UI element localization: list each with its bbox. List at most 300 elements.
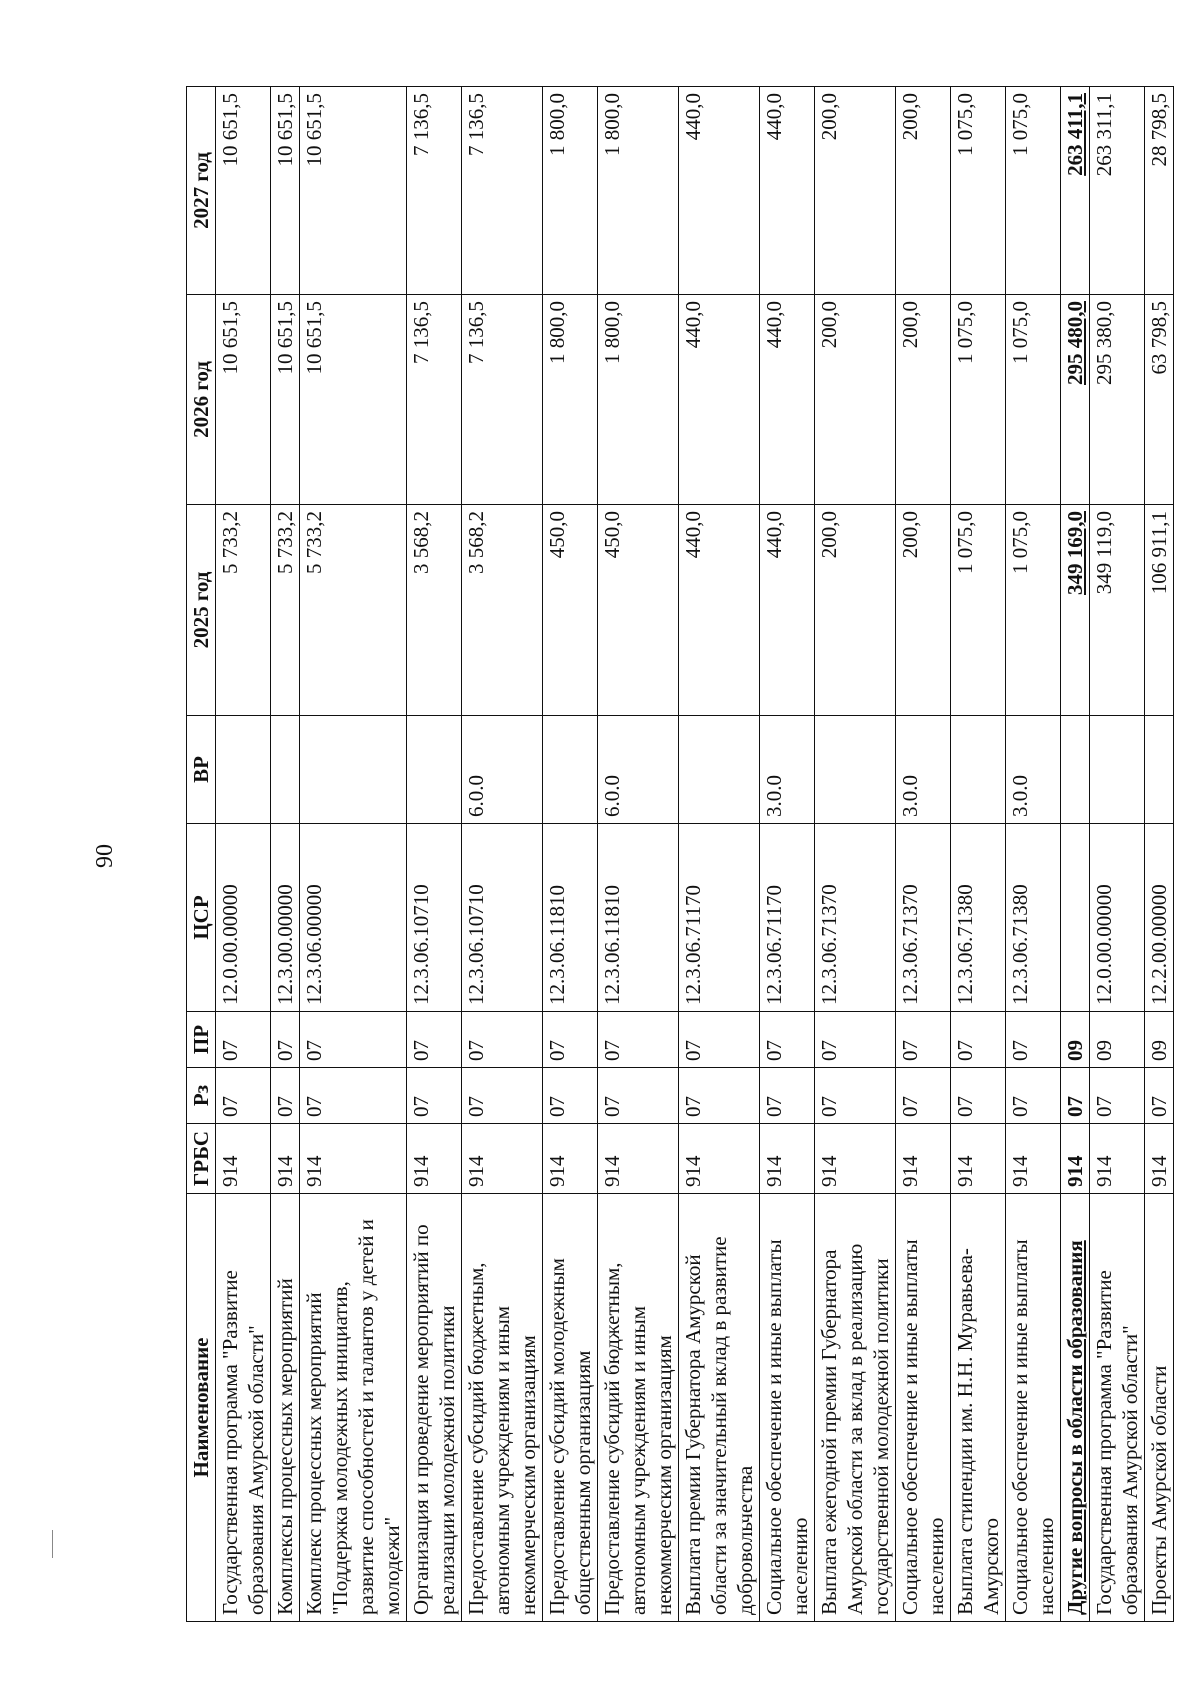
cell-2026-text: 200,0 bbox=[817, 301, 841, 349]
cell-csr-text: 12.3.00.00000 bbox=[273, 884, 297, 1005]
cell-vr bbox=[598, 716, 679, 824]
cell-csr-text: 12.3.06.10710 bbox=[464, 884, 488, 1005]
cell-csr bbox=[1061, 824, 1090, 1012]
cell-2025-text: 450,0 bbox=[545, 511, 569, 559]
cell-2027-text: 1 075,0 bbox=[953, 93, 977, 156]
cell-pr bbox=[815, 1012, 896, 1068]
cell-csr-text: 12.3.06.71380 bbox=[1008, 884, 1032, 1005]
cell-2026 bbox=[543, 295, 598, 505]
cell-pr-text: 07 bbox=[302, 1040, 326, 1061]
cell-2027 bbox=[1061, 87, 1090, 295]
cell-2025 bbox=[760, 505, 815, 716]
cell-vr bbox=[760, 716, 815, 824]
cell-grbs bbox=[679, 1124, 760, 1194]
table-row bbox=[216, 87, 271, 1622]
cell-vr-text: 3.0.0 bbox=[762, 775, 786, 817]
cell-rz bbox=[1061, 1068, 1090, 1124]
cell-grbs-text: 914 bbox=[545, 1155, 569, 1187]
cell-grbs bbox=[598, 1124, 679, 1194]
cell-pr bbox=[216, 1012, 271, 1068]
cell-rz-text: 07 bbox=[1092, 1096, 1116, 1117]
cell-2027-text: 440,0 bbox=[681, 93, 705, 141]
cell-2025 bbox=[598, 505, 679, 716]
cell-grbs-text: 914 bbox=[464, 1155, 488, 1187]
cell-name-text: Социальное обеспечение и иные выплаты населению bbox=[898, 1239, 948, 1615]
table-row bbox=[462, 87, 543, 1622]
table-row bbox=[300, 87, 407, 1622]
cell-grbs-text: 914 bbox=[953, 1155, 977, 1187]
cell-csr bbox=[300, 824, 407, 1012]
cell-pr-text: 07 bbox=[218, 1040, 242, 1061]
cell-2027 bbox=[543, 87, 598, 295]
cell-name bbox=[815, 1194, 896, 1622]
cell-2027-text: 7 136,5 bbox=[409, 93, 433, 156]
header-csr: ЦСР bbox=[187, 824, 216, 1012]
cell-2026-text: 7 136,5 bbox=[464, 301, 488, 364]
cell-csr-text: 12.2.00.00000 bbox=[1147, 884, 1171, 1005]
cell-rz bbox=[216, 1068, 271, 1124]
cell-2026-text: 295 480,0 bbox=[1063, 301, 1087, 385]
cell-name bbox=[598, 1194, 679, 1622]
cell-rz-text: 07 bbox=[464, 1096, 488, 1117]
cell-rz bbox=[679, 1068, 760, 1124]
cell-csr bbox=[1006, 824, 1061, 1012]
cell-grbs-text: 914 bbox=[817, 1155, 841, 1187]
cell-2025-text: 3 568,2 bbox=[464, 511, 488, 574]
cell-grbs-text: 914 bbox=[898, 1155, 922, 1187]
cell-name-text: Проекты Амурской области bbox=[1147, 1365, 1171, 1615]
cell-pr-text: 07 bbox=[273, 1040, 297, 1061]
cell-2025 bbox=[951, 505, 1006, 716]
cell-grbs-text: 914 bbox=[409, 1155, 433, 1187]
cell-2026-text: 1 800,0 bbox=[545, 301, 569, 364]
table-row bbox=[679, 87, 760, 1622]
cell-2025 bbox=[815, 505, 896, 716]
cell-rz-text: 07 bbox=[218, 1096, 242, 1117]
header-name: Наименование bbox=[187, 1194, 216, 1622]
cell-rz-text: 07 bbox=[953, 1096, 977, 1117]
cell-grbs bbox=[1145, 1124, 1174, 1194]
cell-csr-text: 12.3.06.71170 bbox=[681, 885, 705, 1005]
cell-csr-text: 12.0.00.00000 bbox=[1092, 884, 1116, 1005]
cell-csr bbox=[462, 824, 543, 1012]
cell-vr bbox=[951, 716, 1006, 824]
cell-2027-text: 263 311,1 bbox=[1092, 93, 1116, 177]
table-row bbox=[271, 87, 300, 1622]
cell-name bbox=[1006, 1194, 1061, 1622]
cell-2027 bbox=[407, 87, 462, 295]
cell-name bbox=[216, 1194, 271, 1622]
table-row bbox=[896, 87, 951, 1622]
cell-vr-text: 6.0.0 bbox=[464, 775, 488, 817]
cell-name-text: Комплекс процессных мероприятий "Поддержка молодежных инициатив, развитие способностей и талантов у детей и молодежи" bbox=[302, 1219, 404, 1615]
cell-name bbox=[300, 1194, 407, 1622]
cell-2026 bbox=[1061, 295, 1090, 505]
cell-grbs-text: 914 bbox=[218, 1155, 242, 1187]
budget-table bbox=[186, 86, 1174, 1622]
cell-vr-text: 6.0.0 bbox=[600, 775, 624, 817]
cell-name bbox=[462, 1194, 543, 1622]
rotated-table-container bbox=[186, 87, 1198, 1622]
cell-2025 bbox=[1090, 505, 1145, 716]
cell-rz-text: 07 bbox=[762, 1096, 786, 1117]
cell-vr bbox=[1006, 716, 1061, 824]
cell-csr bbox=[543, 824, 598, 1012]
cell-pr-text: 07 bbox=[681, 1040, 705, 1061]
cell-2025 bbox=[1006, 505, 1061, 716]
cell-csr-text: 12.3.06.71370 bbox=[817, 884, 841, 1005]
cell-rz-text: 07 bbox=[1147, 1096, 1171, 1117]
cell-pr-text: 07 bbox=[953, 1040, 977, 1061]
cell-pr bbox=[598, 1012, 679, 1068]
cell-2027 bbox=[300, 87, 407, 295]
cell-rz bbox=[300, 1068, 407, 1124]
cell-vr bbox=[216, 716, 271, 824]
cell-pr-text: 07 bbox=[817, 1040, 841, 1061]
cell-grbs-text: 914 bbox=[1063, 1155, 1087, 1187]
table-row bbox=[598, 87, 679, 1622]
cell-pr bbox=[760, 1012, 815, 1068]
cell-pr bbox=[1006, 1012, 1061, 1068]
cell-2025-text: 5 733,2 bbox=[218, 511, 242, 574]
cell-csr-text: 12.0.00.00000 bbox=[218, 884, 242, 1005]
cell-pr bbox=[951, 1012, 1006, 1068]
cell-name bbox=[1145, 1194, 1174, 1622]
cell-csr-text: 12.3.06.71370 bbox=[898, 884, 922, 1005]
cell-grbs bbox=[1061, 1124, 1090, 1194]
cell-2026 bbox=[271, 295, 300, 505]
cell-rz bbox=[598, 1068, 679, 1124]
cell-2025 bbox=[300, 505, 407, 716]
cell-2027 bbox=[760, 87, 815, 295]
cell-2027-text: 440,0 bbox=[762, 93, 786, 141]
cell-name bbox=[896, 1194, 951, 1622]
cell-2025 bbox=[462, 505, 543, 716]
cell-2025-text: 349 119,0 bbox=[1092, 511, 1116, 595]
cell-name-text: Государственная программа "Развитие образования Амурской области" bbox=[1092, 1270, 1142, 1615]
cell-2025 bbox=[543, 505, 598, 716]
cell-name bbox=[760, 1194, 815, 1622]
cell-name bbox=[951, 1194, 1006, 1622]
cell-rz bbox=[951, 1068, 1006, 1124]
cell-2027-text: 10 651,5 bbox=[302, 93, 326, 167]
cell-grbs-text: 914 bbox=[600, 1155, 624, 1187]
cell-name-text: Выплата стипендии им. Н.Н. Муравьева-Амурского bbox=[953, 1248, 1003, 1615]
table-row bbox=[760, 87, 815, 1622]
cell-vr bbox=[896, 716, 951, 824]
header-2027: 2027 год bbox=[187, 87, 216, 295]
cell-name-text: Предоставление субсидий молодежным общественным организациям bbox=[545, 1258, 595, 1615]
cell-pr-text: 07 bbox=[409, 1040, 433, 1061]
header-grbs: ГРБС bbox=[187, 1124, 216, 1194]
cell-csr-text: 12.3.06.11810 bbox=[545, 885, 569, 1005]
cell-2026-text: 10 651,5 bbox=[302, 301, 326, 375]
cell-2025-text: 1 075,0 bbox=[953, 511, 977, 574]
cell-rz-text: 07 bbox=[600, 1096, 624, 1117]
cell-pr bbox=[407, 1012, 462, 1068]
cell-name-text: Государственная программа "Развитие образования Амурской области" bbox=[218, 1270, 268, 1615]
table-row bbox=[407, 87, 462, 1622]
cell-2025 bbox=[896, 505, 951, 716]
cell-2025-text: 200,0 bbox=[898, 511, 922, 559]
cell-csr bbox=[951, 824, 1006, 1012]
cell-name bbox=[1090, 1194, 1145, 1622]
cell-rz-text: 07 bbox=[1063, 1096, 1087, 1117]
cell-2025 bbox=[1145, 505, 1174, 716]
cell-pr bbox=[679, 1012, 760, 1068]
cell-vr bbox=[815, 716, 896, 824]
cell-rz bbox=[407, 1068, 462, 1124]
cell-2026 bbox=[679, 295, 760, 505]
cell-2027 bbox=[679, 87, 760, 295]
cell-name-text: Социальное обеспечение и иные выплаты населению bbox=[762, 1239, 812, 1615]
cell-csr bbox=[271, 824, 300, 1012]
cell-2026 bbox=[300, 295, 407, 505]
cell-name bbox=[271, 1194, 300, 1622]
cell-2026-text: 1 075,0 bbox=[953, 301, 977, 364]
cell-pr-text: 07 bbox=[464, 1040, 488, 1061]
cell-vr-text: 3.0.0 bbox=[898, 775, 922, 817]
cell-rz bbox=[1090, 1068, 1145, 1124]
cell-pr bbox=[543, 1012, 598, 1068]
cell-name-text: Предоставление субсидий бюджетным, автономным учреждениям и иным некоммерческим организациям bbox=[464, 1262, 540, 1615]
cell-vr bbox=[543, 716, 598, 824]
cell-2027-text: 1 800,0 bbox=[545, 93, 569, 156]
cell-2027-text: 263 411,1 bbox=[1063, 93, 1087, 176]
cell-rz-text: 07 bbox=[1008, 1096, 1032, 1117]
header-pr: ПР bbox=[187, 1012, 216, 1068]
cell-grbs bbox=[407, 1124, 462, 1194]
cell-2026 bbox=[1090, 295, 1145, 505]
page-number: 90 bbox=[92, 844, 118, 868]
table-row bbox=[1006, 87, 1061, 1622]
cell-2026-text: 1 800,0 bbox=[600, 301, 624, 364]
cell-2025-text: 440,0 bbox=[681, 511, 705, 559]
cell-name-text: Выплата ежегодной премии Губернатора Амурской области за вклад в реализацию государственной молодежной политики bbox=[817, 1243, 893, 1615]
cell-2026 bbox=[407, 295, 462, 505]
cell-2026 bbox=[760, 295, 815, 505]
cell-pr bbox=[1090, 1012, 1145, 1068]
table-body bbox=[216, 87, 1174, 1622]
cell-grbs-text: 914 bbox=[1008, 1155, 1032, 1187]
cell-2026-text: 63 798,5 bbox=[1147, 301, 1171, 375]
cell-csr bbox=[760, 824, 815, 1012]
cell-2025-text: 200,0 bbox=[817, 511, 841, 559]
cell-2026 bbox=[1006, 295, 1061, 505]
cell-pr-text: 09 bbox=[1092, 1040, 1116, 1061]
cell-rz bbox=[1145, 1068, 1174, 1124]
cell-2027-text: 1 800,0 bbox=[600, 93, 624, 156]
cell-name-text: Выплата премии Губернатора Амурской области за значительный вклад в развитие добровольчества bbox=[681, 1236, 757, 1615]
cell-name-text: Комплексы процессных мероприятий bbox=[273, 1278, 297, 1615]
cell-csr bbox=[679, 824, 760, 1012]
header-2026: 2026 год bbox=[187, 295, 216, 505]
table-row bbox=[951, 87, 1006, 1622]
cell-rz bbox=[815, 1068, 896, 1124]
cell-2026 bbox=[216, 295, 271, 505]
cell-2025-text: 1 075,0 bbox=[1008, 511, 1032, 574]
cell-2026 bbox=[815, 295, 896, 505]
cell-2026-text: 295 380,0 bbox=[1092, 301, 1116, 385]
cell-grbs bbox=[815, 1124, 896, 1194]
cell-2027-text: 200,0 bbox=[817, 93, 841, 141]
cell-2026 bbox=[598, 295, 679, 505]
cell-2026-text: 440,0 bbox=[762, 301, 786, 349]
cell-rz bbox=[1006, 1068, 1061, 1124]
table-row bbox=[1061, 87, 1090, 1622]
cell-grbs-text: 914 bbox=[681, 1155, 705, 1187]
cell-csr bbox=[1145, 824, 1174, 1012]
cell-pr-text: 07 bbox=[762, 1040, 786, 1061]
header-2025: 2025 год bbox=[187, 505, 216, 716]
scan-mark bbox=[52, 1530, 53, 1558]
cell-2027-text: 1 075,0 bbox=[1008, 93, 1032, 156]
cell-2027-text: 10 651,5 bbox=[273, 93, 297, 167]
cell-2027-text: 28 798,5 bbox=[1147, 93, 1171, 167]
cell-name bbox=[543, 1194, 598, 1622]
cell-grbs-text: 914 bbox=[302, 1155, 326, 1187]
cell-2026-text: 10 651,5 bbox=[218, 301, 242, 375]
cell-vr bbox=[679, 716, 760, 824]
cell-csr bbox=[407, 824, 462, 1012]
cell-grbs-text: 914 bbox=[273, 1155, 297, 1187]
cell-name bbox=[1061, 1194, 1090, 1622]
cell-csr-text: 12.3.06.10710 bbox=[409, 884, 433, 1005]
cell-grbs bbox=[951, 1124, 1006, 1194]
cell-csr bbox=[815, 824, 896, 1012]
cell-2026 bbox=[462, 295, 543, 505]
cell-pr-text: 09 bbox=[1063, 1040, 1087, 1061]
cell-2026-text: 1 075,0 bbox=[1008, 301, 1032, 364]
cell-csr bbox=[1090, 824, 1145, 1012]
cell-rz bbox=[543, 1068, 598, 1124]
cell-2027 bbox=[1090, 87, 1145, 295]
cell-vr bbox=[1145, 716, 1174, 824]
cell-grbs bbox=[543, 1124, 598, 1194]
cell-2026-text: 10 651,5 bbox=[273, 301, 297, 375]
cell-pr bbox=[462, 1012, 543, 1068]
cell-name bbox=[679, 1194, 760, 1622]
cell-rz-text: 07 bbox=[545, 1096, 569, 1117]
cell-2025-text: 5 733,2 bbox=[302, 511, 326, 574]
cell-csr bbox=[896, 824, 951, 1012]
cell-pr-text: 07 bbox=[898, 1040, 922, 1061]
cell-vr bbox=[1061, 716, 1090, 824]
cell-2027 bbox=[1145, 87, 1174, 295]
cell-2025-text: 3 568,2 bbox=[409, 511, 433, 574]
cell-csr-text: 12.3.06.71170 bbox=[762, 885, 786, 1005]
cell-pr bbox=[300, 1012, 407, 1068]
cell-2025 bbox=[271, 505, 300, 716]
header-rz: Рз bbox=[187, 1068, 216, 1124]
cell-csr-text: 12.3.06.00000 bbox=[302, 884, 326, 1005]
cell-2027-text: 200,0 bbox=[898, 93, 922, 141]
cell-name-text: Предоставление субсидий бюджетным, автономным учреждениям и иным некоммерческим организациям bbox=[600, 1262, 676, 1615]
cell-csr bbox=[598, 824, 679, 1012]
cell-rz bbox=[271, 1068, 300, 1124]
cell-pr bbox=[271, 1012, 300, 1068]
cell-grbs-text: 914 bbox=[1092, 1155, 1116, 1187]
table-row bbox=[1145, 87, 1174, 1622]
cell-2027-text: 10 651,5 bbox=[218, 93, 242, 167]
cell-2026-text: 200,0 bbox=[898, 301, 922, 349]
cell-2025 bbox=[1061, 505, 1090, 716]
cell-2025-text: 106 911,1 bbox=[1147, 511, 1171, 595]
cell-2027 bbox=[216, 87, 271, 295]
cell-grbs bbox=[1090, 1124, 1145, 1194]
cell-2027 bbox=[815, 87, 896, 295]
cell-2027 bbox=[271, 87, 300, 295]
cell-pr-text: 07 bbox=[545, 1040, 569, 1061]
cell-2025-text: 349 169,0 bbox=[1063, 511, 1087, 595]
cell-grbs-text: 914 bbox=[762, 1155, 786, 1187]
cell-rz-text: 07 bbox=[817, 1096, 841, 1117]
cell-rz-text: 07 bbox=[302, 1096, 326, 1117]
cell-csr-text: 12.3.06.71380 bbox=[953, 884, 977, 1005]
cell-rz-text: 07 bbox=[681, 1096, 705, 1117]
cell-name-text: Другие вопросы в области образования bbox=[1063, 1240, 1087, 1615]
table-row bbox=[543, 87, 598, 1622]
cell-2027 bbox=[896, 87, 951, 295]
cell-grbs bbox=[896, 1124, 951, 1194]
cell-grbs bbox=[1006, 1124, 1061, 1194]
cell-2026 bbox=[951, 295, 1006, 505]
cell-2027 bbox=[951, 87, 1006, 295]
cell-vr bbox=[462, 716, 543, 824]
cell-grbs-text: 914 bbox=[1147, 1155, 1171, 1187]
cell-2026 bbox=[896, 295, 951, 505]
cell-vr bbox=[300, 716, 407, 824]
cell-2025-text: 450,0 bbox=[600, 511, 624, 559]
cell-rz-text: 07 bbox=[273, 1096, 297, 1117]
cell-2026 bbox=[1145, 295, 1174, 505]
cell-2027 bbox=[462, 87, 543, 295]
cell-pr bbox=[896, 1012, 951, 1068]
cell-name-text: Организация и проведение мероприятий по реализации молодежной политики bbox=[409, 1224, 459, 1615]
cell-grbs bbox=[271, 1124, 300, 1194]
cell-2026-text: 7 136,5 bbox=[409, 301, 433, 364]
cell-name-text: Социальное обеспечение и иные выплаты населению bbox=[1008, 1239, 1058, 1615]
header-vr: ВР bbox=[187, 716, 216, 824]
cell-2025-text: 5 733,2 bbox=[273, 511, 297, 574]
cell-2027 bbox=[598, 87, 679, 295]
cell-2025-text: 440,0 bbox=[762, 511, 786, 559]
cell-vr bbox=[407, 716, 462, 824]
table-row bbox=[815, 87, 896, 1622]
cell-csr-text: 12.3.06.11810 bbox=[600, 885, 624, 1005]
header-row bbox=[187, 87, 216, 1622]
cell-2026-text: 440,0 bbox=[681, 301, 705, 349]
cell-vr-text: 3.0.0 bbox=[1008, 775, 1032, 817]
table-row bbox=[1090, 87, 1145, 1622]
cell-pr-text: 09 bbox=[1147, 1040, 1171, 1061]
cell-pr-text: 07 bbox=[1008, 1040, 1032, 1061]
cell-grbs bbox=[216, 1124, 271, 1194]
cell-rz bbox=[760, 1068, 815, 1124]
cell-rz-text: 07 bbox=[409, 1096, 433, 1117]
cell-vr bbox=[271, 716, 300, 824]
cell-name bbox=[407, 1194, 462, 1622]
cell-pr bbox=[1061, 1012, 1090, 1068]
cell-2027 bbox=[1006, 87, 1061, 295]
cell-pr-text: 07 bbox=[600, 1040, 624, 1061]
cell-grbs bbox=[462, 1124, 543, 1194]
cell-rz bbox=[462, 1068, 543, 1124]
cell-pr bbox=[1145, 1012, 1174, 1068]
cell-csr bbox=[216, 824, 271, 1012]
cell-2025 bbox=[679, 505, 760, 716]
cell-grbs bbox=[300, 1124, 407, 1194]
